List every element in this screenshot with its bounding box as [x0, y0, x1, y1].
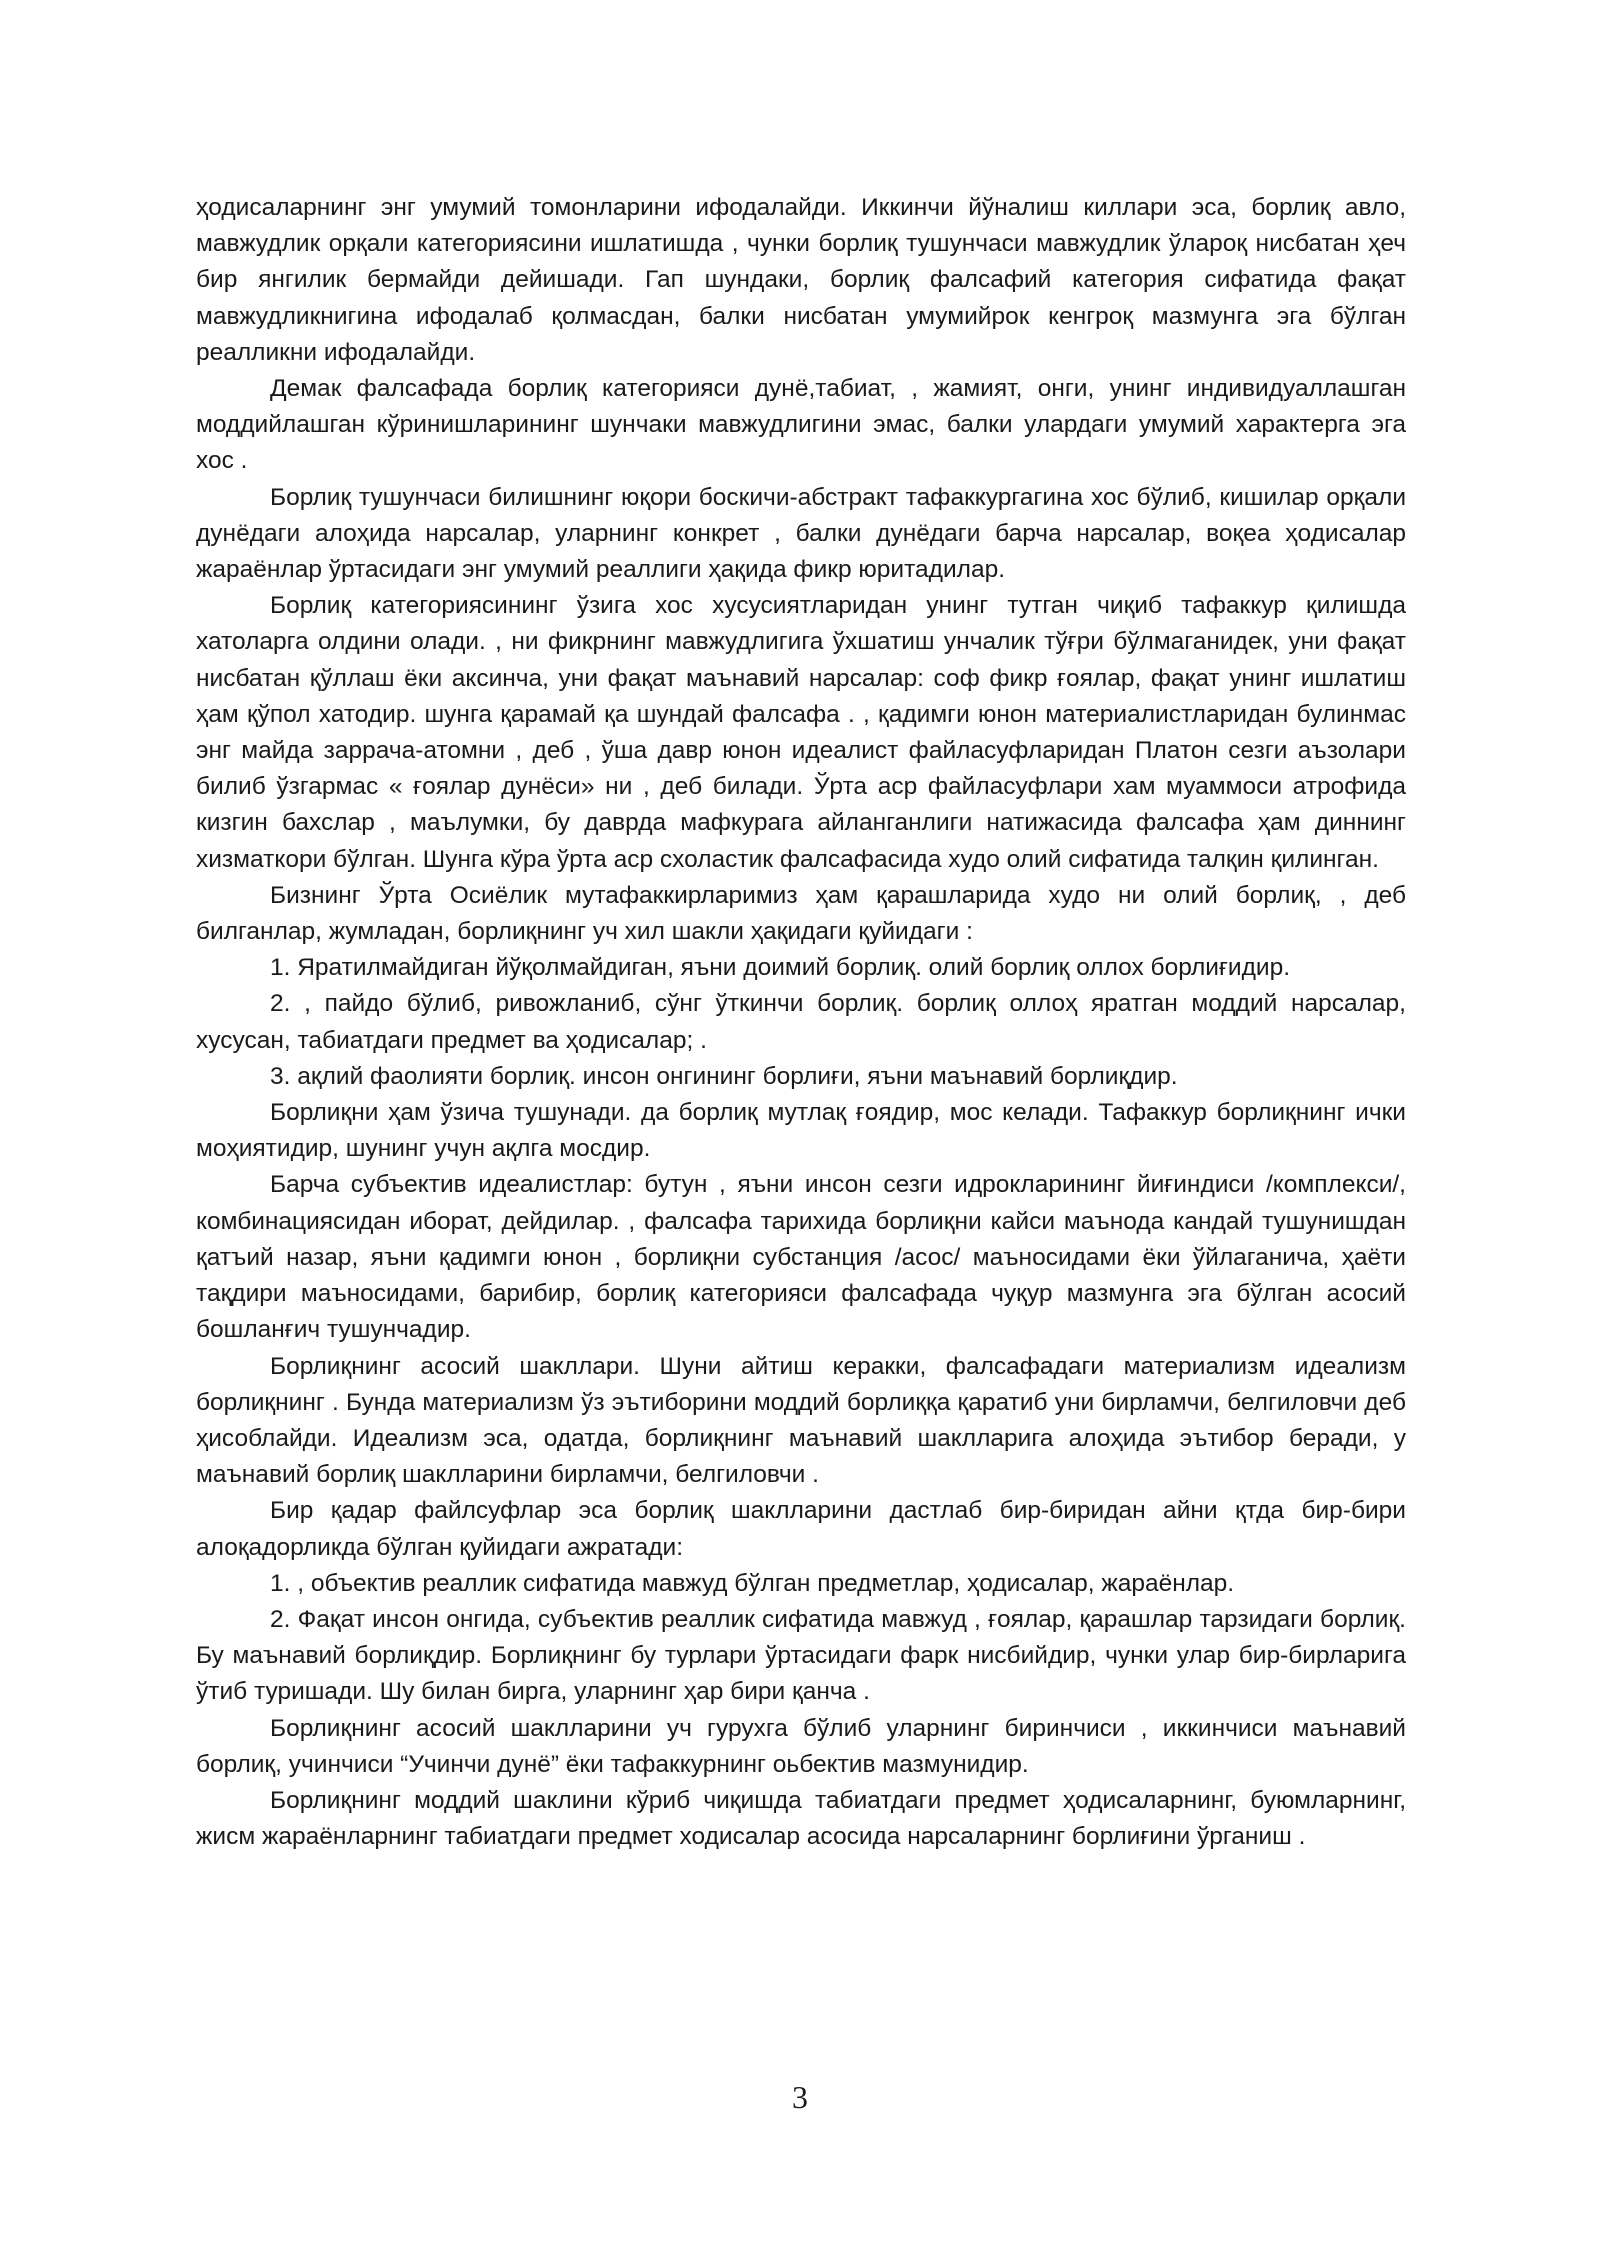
paragraph-11: Борлиқнинг моддий шаклини кўриб чиқишда табиатдаги предмет ҳодисаларнинг, буюмларнинг, жисм жараёнларнинг табиатдаги предмет ходисалар асосида нарсаларнинг борлиғини ўрганиш . [196, 1786, 1406, 1851]
paragraph-4: Борлиқ категориясининг ўзига хос хусусиятларидан унинг тутган чиқиб тафаккур қилишда хатоларга олдини олади. , ни фикрнинг мавжудлигига ўхшатиш унчалик тўғри бўлмаганидек, уни фақат нисбатан қўллаш ёки аксинча, уни фақат маънавий нарсалар: соф фикр ғоялар, фақат унинг ишлатиш ҳам қўпол хатодир. шунга қарамай қа шундай фалсафа . , қадимги юнон материалистларидан булинмас энг майда заррача-атомни , деб , ўша давр юнон идеалист файласуфларидан Платон сезги аъзолари билиб ўзгармас « ғоялар дунёси» ни , деб билади. Ўрта аср файласуфлари хам муаммоси атрофида кизгин бахслар , маълумки, бу даврда мафкурага айланганлиги натижасида фалсафа ҳам диннинг хизматкори бўлган. Шунга кўра ўрта аср схоластик фалсафасида худо олий сифатида талқин қилинган. [196, 592, 1406, 873]
paragraph-6: Борлиқни ҳам ўзича тушунади. да борлиқ мутлақ ғоядир, мос келади. Тафаккур борлиқнинг ички моҳиятидир, шунинг учун ақлга мосдир. [196, 1099, 1406, 1163]
list-item-1: 1. Яратилмайдиган йўқолмайдиган, яъни доимий борлиқ. олий борлиқ оллох борлиғидир. [270, 954, 1291, 982]
list-item-3: 3. ақлий фаолияти борлиқ. инсон онгининг борлиғи, яъни маънавий борлиқдир. [270, 1062, 1178, 1090]
paragraph-9: Бир қадар файлсуфлар эса борлиқ шаклларини дастлаб бир-биридан айни қтда бир-бири алоқадорликда бўлган қуйидаги ажратади: [196, 1497, 1406, 1561]
list-item-2: 2. , пайдо бўлиб, ривожланиб, сўнг ўткинчи борлиқ. борлиқ оллоҳ яратган моддий нарсалар, хусусан, табиатдаги предмет ва ҳодисалар; . [196, 990, 1406, 1054]
paragraph-7: Барча субъектив идеалистлар: бутун , яъни инсон сезги идрокларининг йиғиндиси /комплекси/, комбинациясидан иборат, дейдилар. , фалсафа тарихида борлиқни кайси маънода кандай тушунишдан қатъий назар, яъни қадимги юнон , борлиқни субстанция /асос/ маъносидами ёки ўйлаганича, ҳаёти тақдири маъносидами, барибир, борлиқ категорияси фалсафада чуқур мазмунга эга бўлган асосий бошланғич тушунчадир. [196, 1171, 1406, 1344]
paragraph-3: Борлиқ тушунчаси билишнинг юқори боскичи-абстракт тафаккургагина хос бўлиб, кишилар орқали дунёдаги алоҳида нарсалар, уларнинг конкрет , балки дунёдаги барча нарсалар, воқеа ҳодисалар жараёнлар ўртасидаги энг умумий реаллиги ҳақида фикр юритадилар. [196, 483, 1406, 584]
list-item-5: 2. Фақат инсон онгида, субъектив реаллик сифатида мавжуд , ғоялар, қарашлар тарзидаги борлиқ. Бу маънавий борлиқдир. Борлиқнинг бу турлари ўртасидаги фарк нисбийдир, чунки улар бир-бирларига ўтиб туришади. Шу билан бирга, уларнинг ҳар бири қанча . [196, 1605, 1406, 1706]
paragraph-8: Борлиқнинг асосий шакллари. Шуни айтиш керакки, фалсафадаги материализм идеализм борлиқнинг . Бунда материализм ўз эътиборини моддий борлиққа қаратиб уни бирламчи, белгиловчи деб ҳисоблайди. Идеализм эса, одатда, борлиқнинг маънавий шаклларига алоҳида эътибор беради, у маънавий борлиқ шаклларини бирламчи, белгиловчи . [196, 1352, 1406, 1489]
paragraph-5: Бизнинг Ўрта Осиёлик мутафаккирларимиз ҳам қарашларида худо ни олий борлиқ, , деб билганлар, жумладан, борлиқнинг уч хил шакли ҳақидаги қуйидаги : [196, 881, 1406, 946]
document-page [196, 190, 1406, 1855]
page-number: 3 [792, 2079, 808, 2115]
paragraph-1: ҳодисаларнинг энг умумий томонларини ифодалайди. Иккинчи йўналиш киллари эса, борлиқ авло, мавжудлик орқали категориясини ишлатишда , чунки борлиқ тушунчаси мавжудлик ўлароқ нисбатан ҳеч бир янгилик бермайди дейишади. Гап шундаки, борлиқ фалсафий категория сифатида фақат мавжудликнигина ифодалаб қолмасдан, балки нисбатан умумийрок кенгроқ мазмунга эга бўлган реалликни ифодалайди. [196, 194, 1406, 366]
paragraph-2: Демак фалсафада борлиқ категорияси дунё,табиат, , жамият, онги, унинг индивидуаллашган моддийлашган кўринишларининг шунчаки мавжудлигини эмас, балки улардаги умумий характерга эга хос . [196, 375, 1406, 475]
list-item-4: 1. , объектив реаллик сифатида мавжуд бўлган предметлар, ҳодисалар, жараёнлар. [270, 1569, 1235, 1597]
paragraph-10: Борлиқнинг асосий шаклларини уч гурухга бўлиб уларнинг биринчиси , иккинчиси маънавий борлиқ, учинчиси “Учинчи дунё” ёки тафаккурнинг оьбектив мазмунидир. [196, 1714, 1406, 1778]
